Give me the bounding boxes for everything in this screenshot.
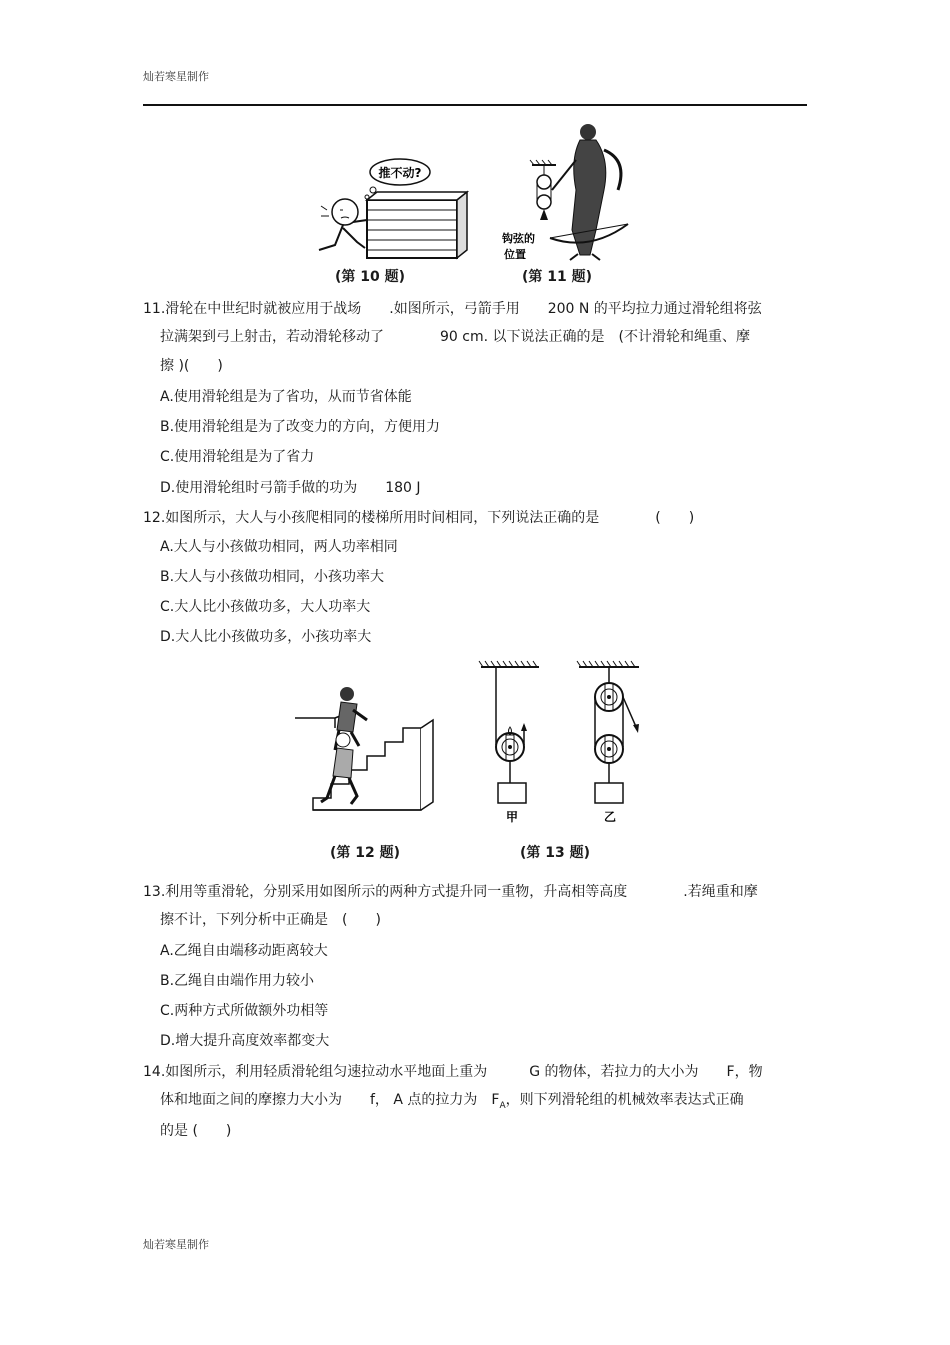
q14-stem-line-2-part-b: ，则下列滑轮组的机械效率表达式正确 — [505, 1092, 744, 1108]
q14-stem-line-3: 的是 ( ) — [160, 1123, 232, 1139]
q12-option-c: C.大人比小孩做功多，大人功率大 — [160, 599, 371, 615]
q11-option-b: B.使用滑轮组是为了改变力的方向，方便用力 — [160, 419, 441, 435]
q13-option-a: A.乙绳自由端移动距离较大 — [160, 943, 328, 959]
pulley-block — [537, 165, 551, 220]
figure-12-caption: (第 12 题) — [330, 845, 401, 861]
figure-11-label-1: 钩弦的 — [502, 232, 535, 245]
q11-stem-line-1: 11.滑轮在中世纪时就被应用于战场 .如图所示，弓箭手用 200 N 的平均拉力通过滑轮组将弦 — [143, 301, 762, 317]
figure-13-label-yi: 乙 — [603, 810, 617, 824]
page-header: 灿若寒星制作 — [143, 70, 209, 83]
q13-option-b: B.乙绳自由端作用力较小 — [160, 973, 315, 989]
archer — [552, 124, 621, 260]
q12-option-d: D.大人比小孩做功多，小孩功率大 — [160, 629, 372, 645]
figure-12 — [295, 680, 440, 830]
bubble-text: 推不动? — [378, 166, 422, 180]
figure-13-label-jia: 甲 — [505, 810, 519, 824]
page-footer: 灿若寒星制作 — [143, 1238, 209, 1251]
q11-option-d: D.使用滑轮组时弓箭手做的功为 180 J — [160, 480, 421, 496]
bubble-dot — [370, 187, 376, 193]
q13-option-d: D.增大提升高度效率都变大 — [160, 1033, 330, 1049]
crate — [367, 192, 467, 258]
boy — [319, 199, 367, 250]
q11-option-a: A.使用滑轮组是为了省功，从而节省体能 — [160, 389, 412, 405]
figure-11-caption: (第 11 题) — [522, 269, 593, 285]
q13-stem-line-2: 擦不计，下列分析中正确是 ( ) — [160, 912, 381, 928]
q12-stem-line-1: 12.如图所示，大人与小孩爬相同的楼梯所用时间相同，下列说法正确的是 ( ) — [143, 510, 695, 526]
figure-11 — [500, 120, 650, 265]
q13-stem-line-1: 13.利用等重滑轮，分别采用如图所示的两种方式提升同一重物，升高相等高度 .若绳重和摩 — [143, 884, 758, 900]
system-yi — [577, 661, 639, 824]
weight-yi — [595, 783, 623, 803]
q12-option-a: A.大人与小孩做功相同，两人功率相同 — [160, 539, 398, 555]
figure-10 — [305, 150, 475, 265]
q11-stem-line-3: 擦 )( ) — [160, 358, 223, 374]
header-rule — [143, 104, 807, 106]
ceiling-hatch-jia — [479, 661, 539, 667]
figure-11-label-2: 位置 — [504, 248, 526, 261]
figure-13 — [475, 655, 650, 827]
figure-10-caption: (第 10 题) — [335, 269, 406, 285]
weight-jia — [498, 783, 526, 803]
ceiling-hatch — [530, 160, 556, 165]
figure-13-caption: (第 13 题) — [520, 845, 591, 861]
q14-stem-line-2 — [160, 1090, 744, 1116]
q12-option-b: B.大人与小孩做功相同，小孩功率大 — [160, 569, 385, 585]
system-jia — [479, 661, 539, 824]
staircase — [295, 710, 433, 810]
q14-stem-line-2-part-a: 体和地面之间的摩擦力大小为 f， A 点的拉力为 F — [160, 1092, 500, 1108]
q11-option-c: C.使用滑轮组是为了省力 — [160, 449, 315, 465]
q13-option-c: C.两种方式所做额外功相等 — [160, 1003, 329, 1019]
q14-subscript-a: A — [499, 1100, 506, 1111]
ceiling-hatch-yi — [577, 661, 639, 667]
q11-stem-line-2: 拉满架到弓上射击，若动滑轮移动了 90 cm. 以下说法正确的是 (不计滑轮和绳重、摩 — [160, 329, 750, 345]
q14-stem-line-1: 14.如图所示，利用轻质滑轮组匀速拉动水平地面上重为 G 的物体，若拉力的大小为 F，物 — [143, 1064, 763, 1080]
